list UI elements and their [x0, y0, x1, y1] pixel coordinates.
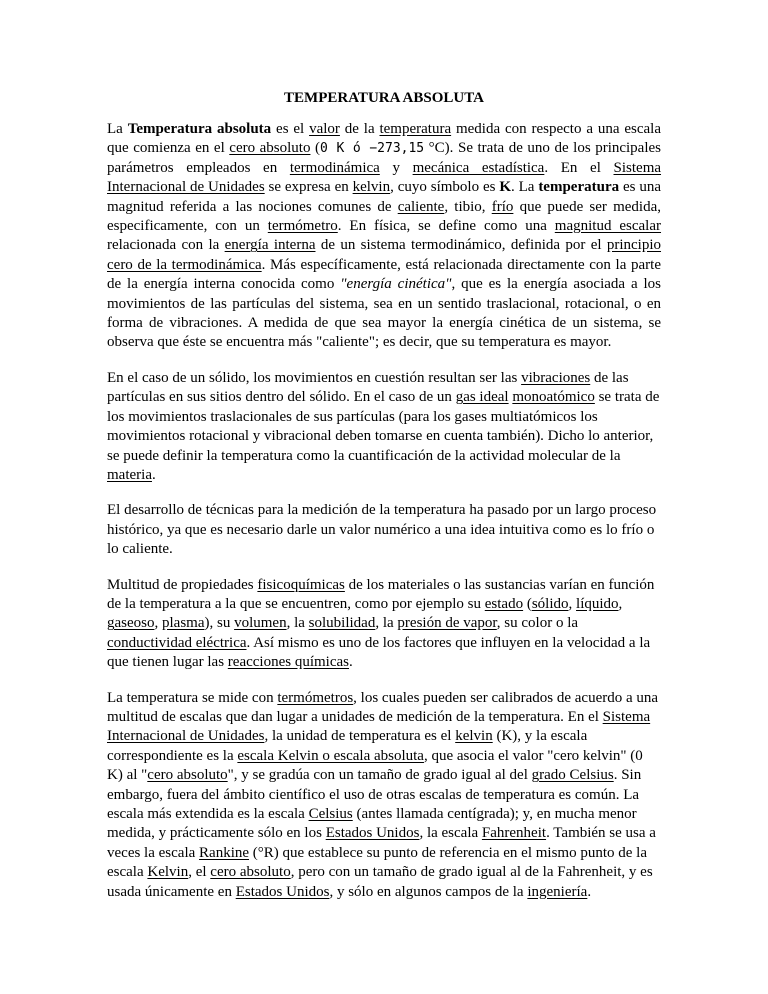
paragraph-3	[107, 501, 661, 559]
text: Multitud de propiedades	[107, 576, 258, 593]
link-estados-unidos[interactable]: Estados Unidos	[325, 825, 420, 842]
text: , cuyo símbolo es	[390, 179, 500, 196]
link-kelvin[interactable]: kelvin	[352, 179, 391, 196]
text: . Más específicamente, está relacionada directamente con la parte de la energía interna conocida como	[107, 256, 661, 293]
text: se trata de los movimientos traslacionales de sus partículas (para los gases multiatómicos los movimientos rotacional y vibracional deben tomarse en cuenta también). Dicho lo anterior, se puede definir la temperatura como la cuantificación de la actividad molecular de la	[107, 389, 660, 464]
link-fisicoquimicas[interactable]: fisicoquímicas	[257, 576, 345, 593]
link-solubilidad[interactable]: solubilidad	[308, 615, 376, 632]
link-volumen[interactable]: volumen	[234, 615, 287, 632]
link-rankine[interactable]: Rankine	[199, 844, 250, 861]
link-sistema-internacional[interactable]: Sistema Internacional de Unidades	[107, 708, 651, 745]
text: ,	[568, 595, 577, 612]
text: (	[523, 595, 532, 612]
text: (°R) que establece su punto de referencia en el mismo punto de la escala	[107, 844, 647, 881]
link-kelvin[interactable]: Kelvin	[147, 864, 189, 881]
link-grado-celsius[interactable]: grado Celsius	[531, 767, 614, 784]
text: de las partículas en sus sitios dentro del sólido. En el caso de un	[107, 369, 629, 406]
text: , la escala	[419, 825, 482, 842]
text: ), su	[204, 615, 235, 632]
text: , los cuales pueden ser calibrados de acuerdo a una multitud de escalas que dan lugar a unidades de medición de la temperatura. En el	[107, 689, 659, 725]
text: , y sólo en algunos campos de la	[329, 883, 528, 900]
text: . Sin embargo, fuera del ámbito científico el uso de otras escalas de temperatura es común. La escala más extendida es la escala	[107, 767, 642, 822]
link-cero-absoluto[interactable]: cero absoluto	[210, 864, 291, 881]
text: es una magnitud referida a las nociones comunes de	[107, 179, 662, 215]
paragraph-1	[107, 120, 661, 353]
text: de los materiales o las sustancias varían en función de la temperatura a la que se encuentren, como por ejemplo su	[107, 576, 655, 612]
text: El desarrollo de técnicas para la medición de la temperatura ha pasado por un largo proceso histórico, ya que es necesario darle un valor numérico a una idea intuitiva como es lo frío o lo caliente.	[107, 502, 657, 558]
link-caliente[interactable]: caliente	[397, 198, 445, 215]
link-presion-de-vapor[interactable]: presión de vapor	[397, 615, 497, 632]
formula-text: 0 K ó −273,15	[320, 141, 425, 157]
link-fahrenheit[interactable]: Fahrenheit	[481, 825, 547, 842]
page-title: TEMPERATURA ABSOLUTA	[284, 90, 484, 106]
link-materia[interactable]: materia	[107, 466, 152, 483]
text: y	[379, 159, 413, 176]
text: , tibio,	[444, 198, 492, 215]
link-gaseoso[interactable]: gaseoso	[107, 615, 155, 632]
text: .	[151, 466, 156, 483]
link-cero-absoluto[interactable]: cero absoluto	[147, 767, 228, 784]
paragraph-4	[107, 576, 661, 673]
link-mecanica-estadistica[interactable]: mecánica estadística	[412, 159, 545, 176]
text: , pero con un tamaño de grado igual al de la Fahrenheit, y es usada únicamente en	[107, 864, 653, 900]
text: ,	[618, 595, 623, 612]
text: se expresa en	[264, 179, 353, 196]
text: , que es la energía asociada a los movimientos de las partículas del sistema, sea en un sentido traslacional, rotacional, o en forma de vibraciones. A medida de que sea mayor la energía cinética de un sistema, se observa que éste se encuentra más "caliente"; es decir, que su temperatura es mayor.	[107, 276, 661, 351]
link-reacciones-quimicas[interactable]: reacciones químicas	[227, 654, 349, 671]
text: de un sistema termodinámico, definida por el	[315, 237, 607, 254]
paragraph-5	[107, 689, 661, 902]
text: , su color o la	[496, 615, 579, 632]
link-cero-absoluto[interactable]: cero absoluto	[229, 140, 311, 157]
text: . Así mismo es uno de los factores que influyen en la velocidad a la que tienen lugar las	[107, 634, 651, 671]
text: medida con respecto a una escala que comienza en el	[107, 121, 662, 157]
text: .	[349, 654, 353, 671]
link-magnitud-escalar[interactable]: magnitud escalar	[554, 218, 662, 235]
text: , la	[286, 615, 309, 632]
text: . En el	[544, 159, 614, 176]
text: La	[107, 121, 128, 137]
link-sistema-internacional[interactable]: Sistema Internacional de Unidades	[107, 159, 662, 196]
text: La temperatura se mide con	[107, 689, 278, 706]
link-vibraciones[interactable]: vibraciones	[521, 369, 591, 386]
link-monoatomico[interactable]: monoatómico	[512, 389, 595, 406]
link-gas-ideal[interactable]: gas ideal	[455, 389, 509, 406]
text: de la	[339, 121, 380, 137]
text: , la unidad de temperatura es el	[264, 728, 456, 745]
link-termometros[interactable]: termómetros	[277, 689, 354, 706]
link-liquido[interactable]: líquido	[576, 595, 619, 612]
link-kelvin[interactable]: kelvin	[455, 728, 493, 745]
text: relacionada con la	[107, 237, 225, 254]
text: ", y se gradúa con un tamaño de grado igual al del	[227, 767, 532, 784]
link-solido[interactable]: sólido	[531, 595, 569, 612]
link-escala-kelvin[interactable]: escala Kelvin o escala absoluta	[237, 747, 424, 764]
text: , la	[375, 615, 398, 632]
link-valor[interactable]: valor	[309, 121, 340, 137]
link-termodinamica[interactable]: termodinámica	[289, 159, 380, 176]
text: que puede ser medida, especificamente, con un	[107, 198, 661, 235]
link-ingenieria[interactable]: ingeniería	[527, 883, 588, 900]
bold-term: Temperatura absoluta	[127, 121, 272, 137]
link-conductividad-electrica[interactable]: conductividad eléctrica	[107, 634, 247, 651]
text: ,	[154, 615, 162, 632]
text: es el	[271, 121, 310, 137]
bold-term: K	[499, 179, 511, 196]
link-plasma[interactable]: plasma	[162, 615, 205, 632]
link-estados-unidos[interactable]: Estados Unidos	[235, 883, 330, 900]
text: .	[587, 883, 592, 900]
text: , el	[188, 864, 211, 881]
text: . En física, se define como una	[337, 218, 555, 235]
text: . La	[511, 179, 539, 196]
link-estado[interactable]: estado	[484, 595, 524, 612]
paragraph-2	[107, 369, 661, 485]
text: En el caso de un sólido, los movimientos en cuestión resultan ser las	[107, 369, 522, 386]
link-termometro[interactable]: termómetro	[267, 218, 338, 235]
link-celsius[interactable]: Celsius	[308, 806, 353, 822]
link-frio[interactable]: frío	[491, 198, 514, 215]
text: °C). Se trata de uno de los principales parámetros empleados en	[107, 140, 662, 176]
link-principio-cero[interactable]: principio cero de la termodinámica	[107, 237, 662, 273]
text: (antes llamada centígrada); y, en mucha menor medida, y prácticamente sólo en los	[107, 806, 637, 842]
link-temperatura[interactable]: temperatura	[379, 121, 452, 137]
text: (	[310, 140, 321, 157]
text: , que asocia el valor "cero kelvin" (0 K) al "	[107, 747, 643, 784]
bold-term: temperatura	[538, 179, 620, 196]
text: (K), y la escala correspondiente es la	[107, 728, 588, 764]
italic-term: "energía cinética"	[340, 276, 452, 293]
link-energia-interna[interactable]: energía interna	[224, 237, 316, 254]
text: . También se usa a veces la escala	[107, 825, 656, 861]
document-page	[107, 87, 661, 918]
